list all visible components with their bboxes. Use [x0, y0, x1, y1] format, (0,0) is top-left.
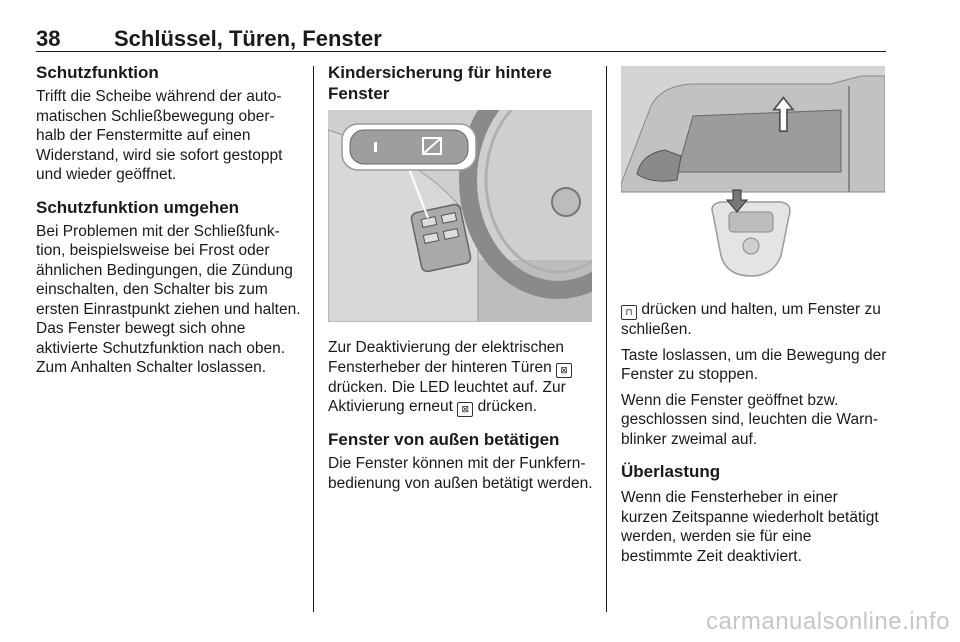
- paragraph: [621, 300, 887, 340]
- paragraph: Die Fenster können mit der Funkfern-bedienung von außen betätigt werden.: [328, 455, 593, 492]
- paragraph: [328, 338, 594, 417]
- chapter-title: Schlüssel, Türen, Fenster: [114, 26, 382, 51]
- header-rule: [36, 51, 886, 52]
- column-3: [621, 62, 887, 566]
- paragraph: Wenn die Fensterheber in einer kurzen Zeitspanne wiederholt betätigt werden, werden sie für eine bestimmte Zeit deaktiviert.: [621, 489, 879, 565]
- section-heading: Kindersicherung für hintere Fenster: [328, 63, 552, 103]
- page-number: 38: [36, 26, 61, 51]
- section-heading: Überlastung: [621, 462, 721, 481]
- key-lock-icon: ⊓: [621, 305, 637, 320]
- section-heading: Schutzfunktion: [36, 63, 159, 82]
- column-divider: [606, 66, 607, 612]
- column-2: [328, 62, 594, 493]
- paragraph: Taste loslassen, um die Bewegung der Fenster zu stoppen.: [621, 346, 887, 383]
- paragraph: Bei Problemen mit der Schließfunk-tion, beispielsweise bei Frost oder ähnlichen Bedingungen, die Zündung einschalten, den Schalter bis zum ersten Einrastpunkt ziehen und halten. Das Fenster bewegt sich ohne aktivierte Schutzfunktion nach oben. Zum Anhalten Schalter loslassen.: [36, 222, 301, 376]
- text: drücken und halten, um Fenster zu schließen.: [621, 301, 881, 338]
- page-header: [36, 26, 886, 52]
- column-1: [36, 62, 302, 378]
- child-lock-window-icon: ⊠: [457, 402, 473, 417]
- paragraph: Wenn die Fenster geöffnet bzw. geschlossen sind, leuchten die Warn-blinker zweimal auf.: [621, 391, 879, 448]
- text: Zur Deaktivierung der elektrischen Fensterheber der hinteren Türen: [328, 339, 565, 376]
- text: drücken. Die LED leuchtet auf. Zur Aktivierung erneut: [328, 378, 566, 415]
- door-switch-figure: [328, 110, 592, 322]
- child-lock-window-icon: ⊠: [556, 363, 572, 378]
- watermark: carmanualsonline.info: [706, 608, 950, 635]
- section-heading: Schutzfunktion umgehen: [36, 197, 240, 217]
- key-window-figure: [621, 66, 885, 278]
- text: drücken.: [477, 398, 538, 415]
- column-divider: [313, 66, 314, 612]
- section-heading: Fenster von außen betätigen: [328, 430, 560, 449]
- paragraph: Trifft die Scheibe während der auto-matischen Schließbewegung ober-halb der Fenstermitte auf einen Widerstand, wird sie sofort gestoppt und wieder geöffnet.: [36, 88, 283, 183]
